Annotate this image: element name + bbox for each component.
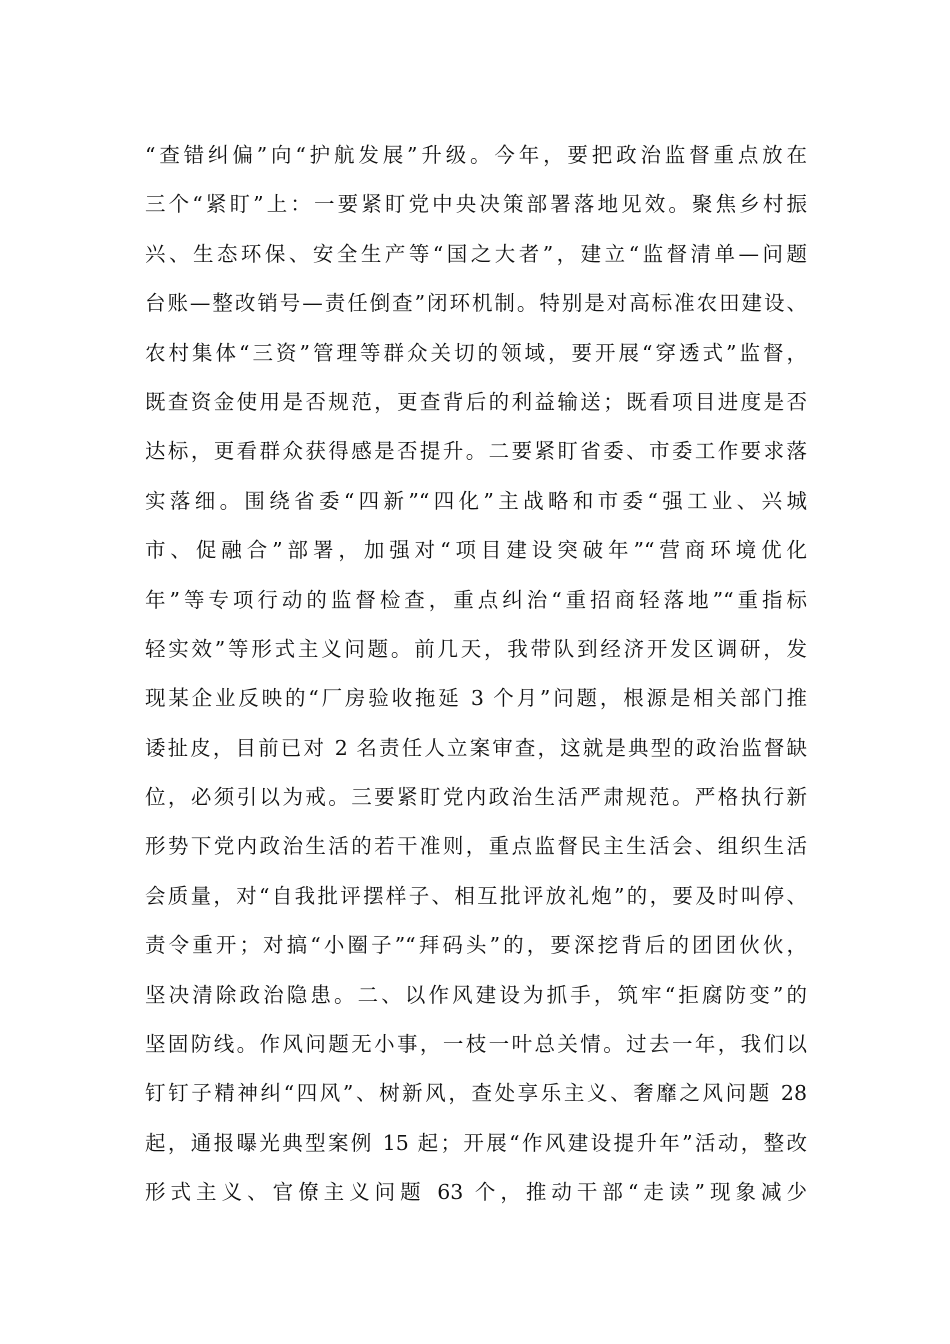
- text-line: 形式主义、官僚主义问题 63 个，推动干部“走读”现象减少: [145, 1180, 807, 1205]
- text-line: 现某企业反映的“厂房验收拖延 3 个月”问题，根源是相关部门推: [145, 686, 807, 711]
- text-line: 起，通报曝光典型案例 15 起；开展“作风建设提升年”活动，整改: [145, 1130, 807, 1155]
- text-line: 会质量，对“自我批评摆样子、相互批评放礼炮”的，要及时叫停、: [145, 883, 807, 908]
- text-line: 诿扯皮，目前已对 2 名责任人立案审查，这就是典型的政治监督缺: [145, 735, 807, 760]
- text-line: 台账—整改销号—责任倒查”闭环机制。特别是对高标准农田建设、: [145, 291, 807, 316]
- text-line: 既查资金使用是否规范，更查背后的利益输送；既看项目进度是否: [145, 389, 807, 414]
- text-line: 形势下党内政治生活的若干准则，重点监督民主生活会、组织生活: [145, 834, 807, 859]
- text-line: 钉钉子精神纠“四风”、树新风，查处享乐主义、奢靡之风问题 28: [145, 1081, 807, 1106]
- text-line: 轻实效”等形式主义问题。前几天，我带队到经济开发区调研，发: [145, 636, 807, 661]
- text-line: 达标，更看群众获得感是否提升。二要紧盯省委、市委工作要求落: [145, 439, 807, 464]
- text-line: 农村集体“三资”管理等群众关切的领域，要开展“穿透式”监督，: [145, 340, 807, 365]
- text-line: 年”等专项行动的监督检查，重点纠治“重招商轻落地”“重指标: [145, 587, 807, 612]
- text-line: 市、促融合”部署，加强对“项目建设突破年”“营商环境优化: [145, 538, 807, 563]
- text-line: 坚决清除政治隐患。二、以作风建设为抓手，筑牢“拒腐防变”的: [145, 982, 807, 1007]
- text-line: 兴、生态环保、安全生产等“国之大者”，建立“监督清单—问题: [145, 241, 807, 266]
- text-line: 责令重开；对搞“小圈子”“拜码头”的，要深挖背后的团团伙伙，: [145, 933, 807, 958]
- text-line: “查错纠偏”向“护航发展”升级。今年，要把政治监督重点放在: [145, 143, 807, 167]
- body-text: [145, 131, 807, 1218]
- text-line: 坚固防线。作风问题无小事，一枝一叶总关情。过去一年，我们以: [145, 1032, 807, 1057]
- text-line: 实落细。围绕省委“四新”“四化”主战略和市委“强工业、兴城: [145, 488, 807, 513]
- text-line: 三个“紧盯”上：一要紧盯党中央决策部署落地见效。聚焦乡村振: [145, 192, 807, 217]
- text-line: 位，必须引以为戒。三要紧盯党内政治生活严肃规范。严格执行新: [145, 785, 807, 810]
